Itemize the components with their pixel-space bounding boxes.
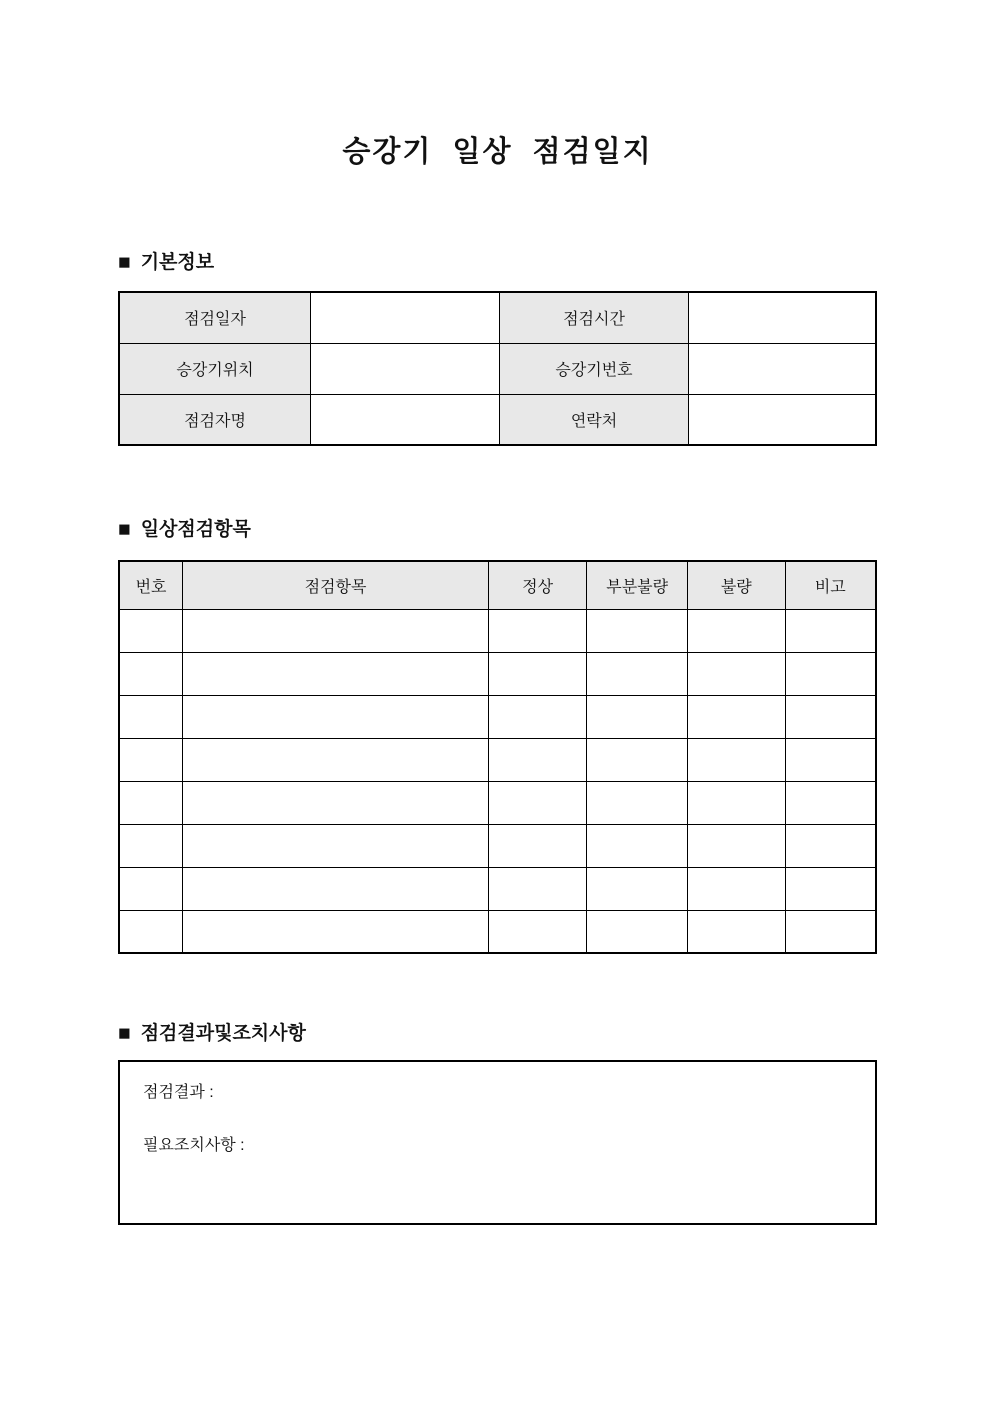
checklist-body: [119, 609, 876, 953]
basic-info-row: [119, 343, 876, 394]
checklist-empty-cell: [587, 609, 688, 652]
checklist-empty-cell: [183, 652, 489, 695]
checklist-empty-cell: [687, 824, 785, 867]
square-bullet-icon: ■: [118, 1022, 131, 1045]
checklist-empty-cell: [119, 652, 183, 695]
checklist-empty-cell: [488, 910, 586, 953]
checklist-empty-cell: [587, 867, 688, 910]
checklist-empty-cell: [785, 652, 876, 695]
checklist-empty-cell: [119, 695, 183, 738]
section-header-results: [118, 1022, 877, 1046]
checklist-empty-cell: [687, 910, 785, 953]
checklist-empty-cell: [687, 738, 785, 781]
checklist-empty-cell: [488, 867, 586, 910]
basic-info-row: [119, 292, 876, 343]
checklist-empty-cell: [587, 695, 688, 738]
basic-info-row: [119, 394, 876, 445]
checklist-empty-cell: [785, 738, 876, 781]
checklist-empty-cell: [587, 781, 688, 824]
contact-value-cell: [688, 394, 876, 445]
checklist-empty-cell: [183, 781, 489, 824]
checklist-empty-cell: [587, 824, 688, 867]
checklist-empty-row: [119, 652, 876, 695]
checklist-empty-cell: [587, 738, 688, 781]
checklist-empty-cell: [119, 609, 183, 652]
elevator-location-label: 승강기위치: [119, 343, 311, 394]
column-header-normal: 정상: [488, 561, 586, 609]
checklist-empty-row: [119, 781, 876, 824]
checklist-empty-cell: [687, 609, 785, 652]
checklist-empty-row: [119, 738, 876, 781]
checklist-empty-row: [119, 695, 876, 738]
checklist-empty-cell: [183, 609, 489, 652]
column-header-defect: 불량: [687, 561, 785, 609]
inspection-date-label: 점검일자: [119, 292, 311, 343]
checklist-empty-row: [119, 609, 876, 652]
checklist-empty-cell: [687, 652, 785, 695]
checklist-empty-cell: [488, 695, 586, 738]
checklist-table: [118, 560, 877, 954]
checklist-empty-cell: [785, 695, 876, 738]
checklist-empty-cell: [119, 867, 183, 910]
column-header-item: 점검항목: [183, 561, 489, 609]
checklist-header-row: [119, 561, 876, 609]
checklist-empty-cell: [587, 910, 688, 953]
square-bullet-icon: ■: [118, 251, 131, 274]
results-box: [118, 1060, 877, 1225]
column-header-partial-defect: 부분불량: [587, 561, 688, 609]
checklist-empty-cell: [488, 738, 586, 781]
elevator-number-label: 승강기번호: [500, 343, 688, 394]
elevator-number-value-cell: [688, 343, 876, 394]
checklist-empty-row: [119, 867, 876, 910]
section-header-checklist: [118, 518, 877, 542]
checklist-empty-cell: [785, 824, 876, 867]
inspection-date-value-cell: [311, 292, 500, 343]
checklist-empty-cell: [119, 910, 183, 953]
checklist-empty-cell: [687, 867, 785, 910]
checklist-empty-cell: [488, 652, 586, 695]
required-actions-label: 필요조치사항 :: [143, 1137, 245, 1154]
checklist-empty-cell: [488, 824, 586, 867]
section-title-results: 점검결과및조치사항: [140, 1023, 306, 1044]
checklist-empty-cell: [785, 910, 876, 953]
checklist-empty-cell: [183, 824, 489, 867]
section-title-basic-info: 기본정보: [140, 252, 215, 273]
checklist-empty-cell: [488, 609, 586, 652]
checklist-empty-cell: [119, 781, 183, 824]
checklist-empty-cell: [785, 867, 876, 910]
checklist-empty-cell: [183, 695, 489, 738]
checklist-empty-cell: [587, 652, 688, 695]
inspector-name-value-cell: [311, 394, 500, 445]
inspection-time-label: 점검시간: [500, 292, 688, 343]
elevator-location-value-cell: [311, 343, 500, 394]
inspection-result-label: 점검결과 :: [143, 1084, 214, 1101]
section-header-basic-info: [118, 251, 877, 275]
checklist-empty-cell: [785, 781, 876, 824]
checklist-empty-row: [119, 910, 876, 953]
section-title-checklist: 일상점검항목: [140, 519, 251, 540]
checklist-empty-cell: [183, 867, 489, 910]
checklist-empty-cell: [785, 609, 876, 652]
page-title: 승강기 일상 점검일지: [342, 136, 653, 168]
square-bullet-icon: ■: [118, 518, 131, 541]
inspection-time-value-cell: [688, 292, 876, 343]
checklist-empty-cell: [687, 781, 785, 824]
document-content: [118, 0, 877, 1225]
column-header-number: 번호: [119, 561, 183, 609]
checklist-empty-cell: [119, 824, 183, 867]
contact-label: 연락처: [500, 394, 688, 445]
checklist-empty-cell: [488, 781, 586, 824]
inspector-name-label: 점검자명: [119, 394, 311, 445]
basic-info-table: [118, 291, 877, 446]
checklist-empty-cell: [183, 738, 489, 781]
column-header-remarks: 비고: [785, 561, 876, 609]
checklist-empty-row: [119, 824, 876, 867]
checklist-empty-cell: [183, 910, 489, 953]
checklist-empty-cell: [119, 738, 183, 781]
checklist-empty-cell: [687, 695, 785, 738]
